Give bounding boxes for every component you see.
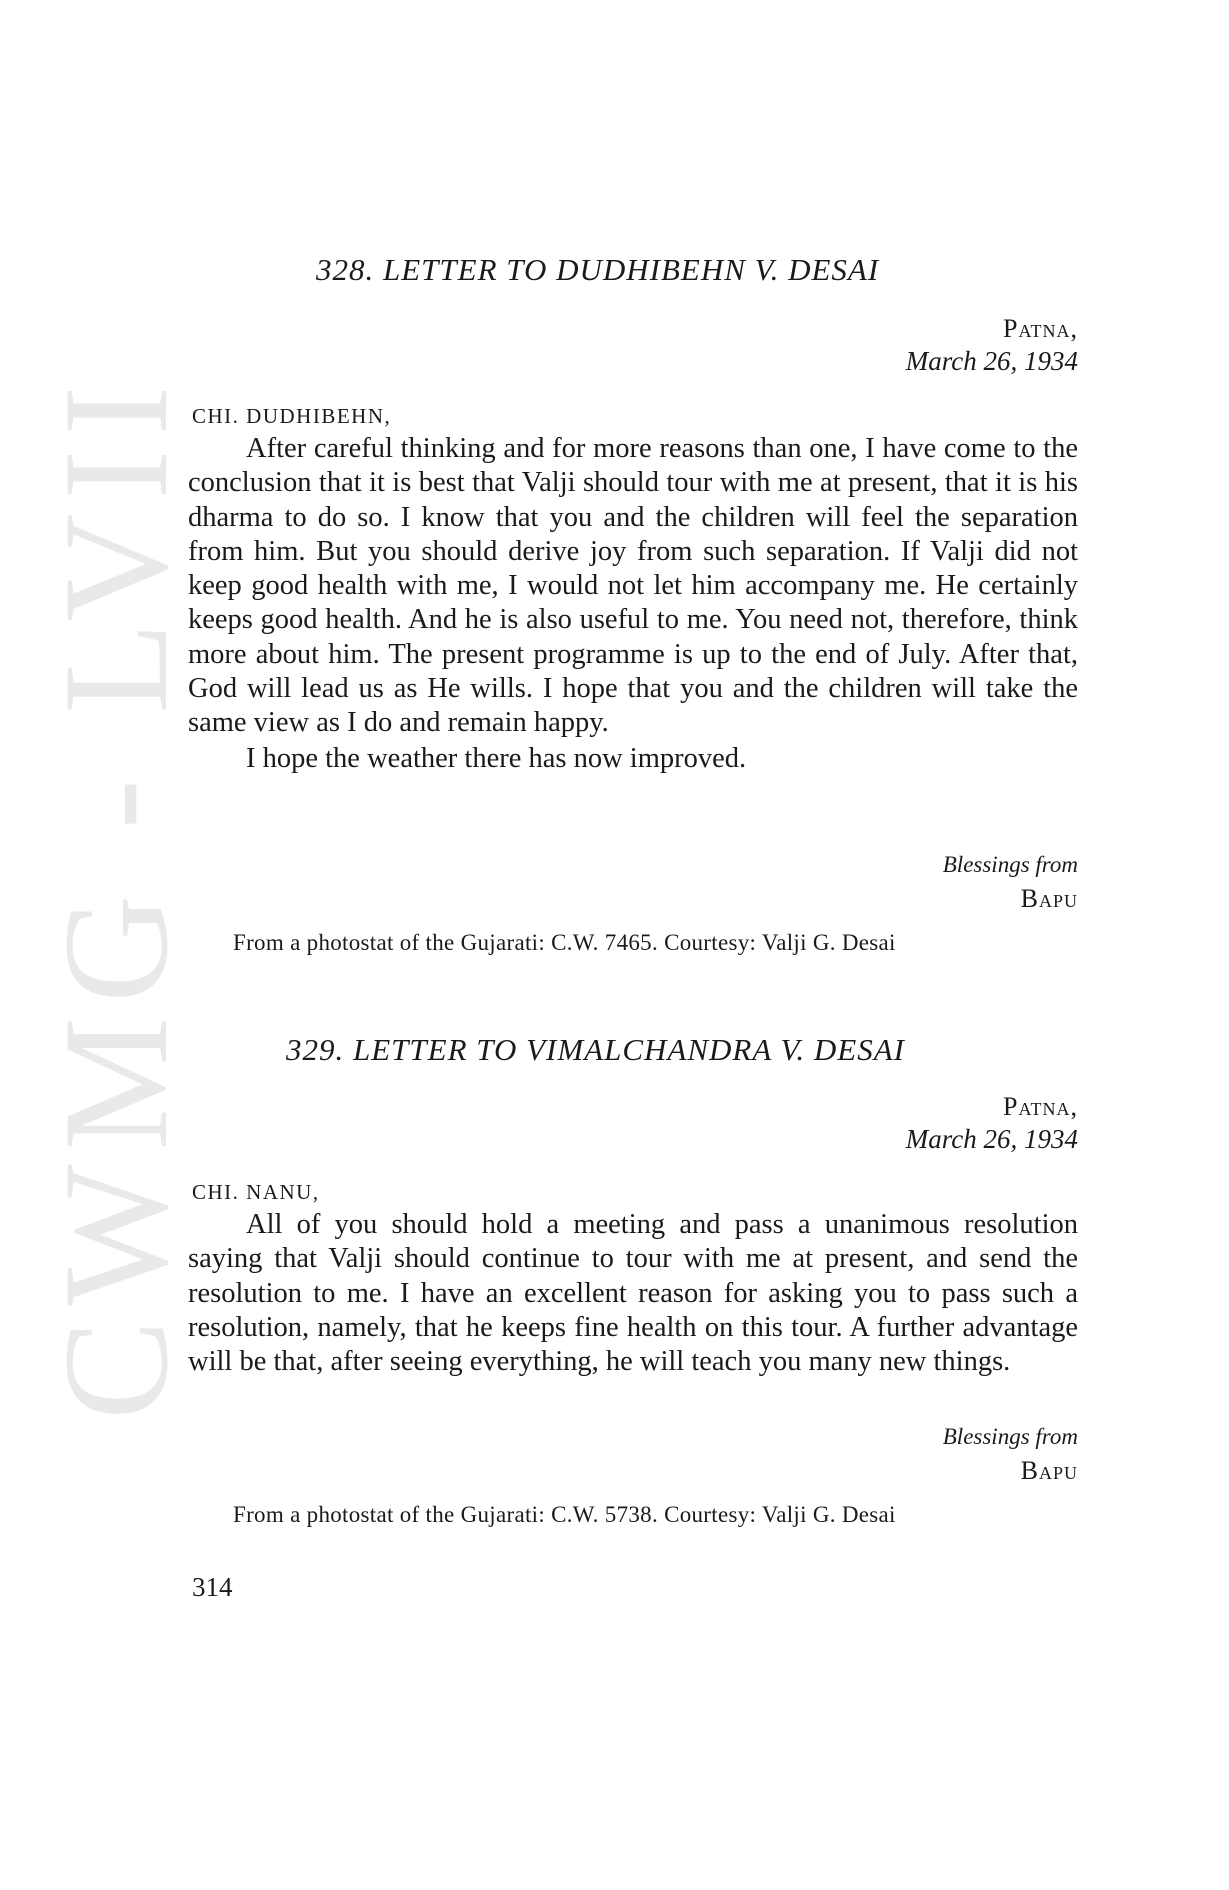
letter-date: March 26, 1934 [905, 346, 1078, 376]
letter-date: March 26, 1934 [905, 1124, 1078, 1154]
paragraph: All of you should hold a meeting and pass a unanimous resolution saying that Valji should continue to tour with me at present, and send the resolution to me. I have an excellent reason for asking you to pass such a resolution, namely, that he keeps fine health on this tour. A further advantage will be that, after seeing everything, he will teach you many new things. [188, 1209, 1078, 1378]
salutation: CHI. NANU, [192, 1180, 320, 1204]
letter-place: Patna, [1003, 1092, 1078, 1121]
letter-body [188, 1208, 1078, 1379]
paragraph: I hope the weather there has now improved. [246, 742, 747, 774]
page-number: 314 [192, 1572, 233, 1602]
source-note: From a photostat of the Gujarati: C.W. 7465. Courtesy: Valji G. Desai [233, 930, 896, 955]
salutation: CHI. DUDHIBEHN, [192, 404, 392, 428]
letter-heading: 328. LETTER TO DUDHIBEHN V. DESAI [316, 252, 880, 287]
paragraph: After careful thinking and for more reasons than one, I have come to the conclusion that it is best that Valji should tour with me at present, that it is his dharma to do so. I know that you and the children will feel the separation from him. But you should derive joy from such separation. If Valji did not keep good health with me, I would not let him accompany me. He certainly keeps good health. And he is also useful to me. You need not, therefore, think more about him. The present programme is up to the end of July. After that, God will lead us as He wills. I hope that you and the children will take the same view as I do and remain happy. [188, 433, 1078, 739]
signature: Bapu [1020, 884, 1078, 913]
watermark: CWMG - LVII [33, 371, 199, 1420]
closing: Blessings from [942, 852, 1078, 877]
closing: Blessings from [942, 1424, 1078, 1449]
letter-body [188, 432, 1078, 776]
source-note: From a photostat of the Gujarati: C.W. 5738. Courtesy: Valji G. Desai [233, 1502, 896, 1527]
signature: Bapu [1020, 1456, 1078, 1485]
letter-heading: 329. LETTER TO VIMALCHANDRA V. DESAI [286, 1032, 906, 1067]
letter-place: Patna, [1003, 314, 1078, 343]
